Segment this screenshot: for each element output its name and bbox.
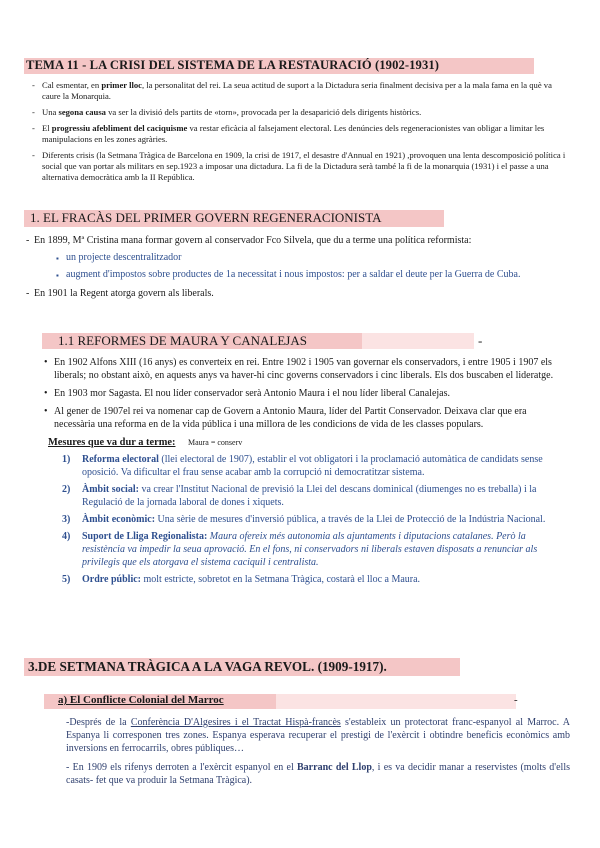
place-name: Barranc del Llop bbox=[297, 762, 372, 773]
section2-body bbox=[40, 356, 570, 590]
section2-heading-dash: - bbox=[478, 333, 483, 348]
measure-text: Maura ofereix més autonomia als ajuntaments i diputacions catalanes. Però la resistència va impedir la seua aprovació. En el fons, ni conservadors ni liberals estaven disposats a renunciar als privilegis que els atorgava el sistema caciquil i centralista. bbox=[82, 531, 538, 568]
section2-heading-text: 1.1 REFORMES DE MAURA Y CANALEJAS bbox=[58, 333, 307, 348]
measure-lead: Suport de Lliga Regionalista: bbox=[82, 531, 208, 542]
measure-lead: Àmbit econòmic: bbox=[82, 514, 156, 525]
measure-text: va crear l'Institut Nacional de previsió la Llei del descans dominical (diumenges no es treballa) i la Regulació de la jornada laboral de dones i xiquets. bbox=[82, 484, 537, 508]
section2-bullet: • Al gener de 1907el rei va nomenar cap de Govern a Antonio Maura, líder del Partit Conservador. Deixava clar que era necessària una reforma en de la vida pública i una millora de les condicions de vida de les classes populars. bbox=[40, 405, 570, 431]
intro-item: - Cal esmentar, en primer lloc, la personalitat del rei. La seua actitud de suport a la Dictadura seria finalment decisiva per a la mala fama en la què va caure la Monarquia. bbox=[30, 80, 570, 102]
section3-sub-highlight-light bbox=[276, 694, 516, 709]
measure-text: molt estricte, sobretot en la Setmana Tràgica, costarà el lloc a Maura. bbox=[140, 574, 421, 585]
section3-heading: 3.DE SETMANA TRÀGICA A LA VAGA REVOL. (1909-1917). bbox=[28, 659, 387, 674]
measure-number: 5) bbox=[62, 574, 71, 585]
section1-paragraph: - En 1899, Mª Cristina mana formar govern al conservador Fco Silvela, que du a terme una política reformista: bbox=[26, 234, 576, 247]
section1-body bbox=[26, 234, 576, 300]
measure-lead: Àmbit social: bbox=[82, 484, 139, 495]
section2-bullet: • En 1903 mor Sagasta. El nou líder conservador serà Antonio Maura i el nou líder liberal Canalejas. bbox=[40, 387, 570, 400]
measure-item bbox=[62, 453, 570, 479]
section3-paragraph bbox=[66, 716, 570, 755]
measure-number: 3) bbox=[62, 514, 71, 525]
measure-item bbox=[62, 573, 570, 586]
intro-item: - El progressiu afebliment del caciquisme va restar eficàcia al falsejament electoral. Les denúncies dels regeneracionistes van obligar a limitar les manipulacions en les zones agràries. bbox=[30, 123, 570, 145]
section3-subheading-dash: - bbox=[514, 694, 518, 706]
section3-body bbox=[66, 716, 570, 793]
text: , i es va decidir manar a reservistes (molts d'ells casats- fet que va produir la Setmana Tràgica). bbox=[66, 762, 570, 786]
section2-highlight-light bbox=[362, 333, 474, 349]
section3-paragraph bbox=[66, 761, 570, 787]
section3-subheading-text: a) El Conflicte Colonial del Marroc bbox=[58, 694, 224, 706]
treaty-link: Conferència D'Algesires i el Tractat Hispà-francès bbox=[130, 717, 341, 728]
measure-item bbox=[62, 513, 570, 526]
measure-item bbox=[62, 483, 570, 509]
measures-list bbox=[40, 453, 570, 586]
text: - En 1909 els rifenys derroten a l'exèrcit espanyol en el bbox=[66, 762, 298, 773]
measures-label: Mesures que va dur a terme: bbox=[48, 437, 176, 448]
measures-note: Maura = conserv bbox=[187, 438, 243, 447]
measure-text: Una sèrie de mesures d'inversió pública, a través de la Llei de Protecció de la Indústria Nacional. bbox=[155, 514, 546, 525]
intro-list bbox=[30, 80, 570, 188]
page-title: TEMA 11 - LA CRISI DEL SISTEMA DE LA RESTAURACIÓ (1902-1931) bbox=[26, 58, 440, 72]
section2-heading bbox=[58, 333, 483, 349]
measure-lead: Reforma electoral bbox=[82, 454, 159, 465]
measure-number: 4) bbox=[62, 531, 71, 542]
intro-item: - Una segona causa va ser la divisió dels partits de «torn», provocada per la desaparició dels dirigents històrics. bbox=[30, 107, 570, 118]
measure-number: 2) bbox=[62, 484, 71, 495]
section1-subitem: ▪ un projecte descentralitzador bbox=[26, 251, 576, 264]
section1-subitem: ▪ augment d'impostos sobre productes de 1a necessitat i nous impostos: per a saldar el deute per la Guerra de Cuba. bbox=[26, 268, 576, 281]
text: -Després de la bbox=[66, 717, 131, 728]
measure-item bbox=[62, 530, 570, 569]
section1-heading: 1. EL FRACÀS DEL PRIMER GOVERN REGENERACIONISTA bbox=[30, 210, 382, 225]
section1-paragraph: - En 1901 la Regent atorga govern als liberals. bbox=[26, 287, 576, 300]
measures-heading bbox=[40, 436, 570, 449]
measure-lead: Ordre públic: bbox=[82, 574, 141, 585]
section3-subheading bbox=[58, 694, 518, 706]
measure-text: (llei electoral de 1907), establir el vot obligatori i la proclamació automàtica de candidats sense oposició. Va dificultar el frau sense acabar amb la corrupció ni democratitzar sistema. bbox=[82, 454, 543, 478]
text: s'estableix un protectorat franc-espanyol al Marroc. A Espanya li corresponen tres zones. Espanya esperava recuperar el prestigi de l'exèrcit i obtindre beneficis econòmics amb inversions en ferrocarrils, obres públiques… bbox=[66, 717, 570, 754]
measure-number: 1) bbox=[62, 454, 71, 465]
section2-bullet: • En 1902 Alfons XIII (16 anys) es converteix en rei. Entre 1902 i 1905 van governar els conservadors, i entre 1905 i 1907 els liberals; no obstant això, en aquests anys va haver-hi cinc governs conservadors i cinc liberals. Els dos buscaben el lideratge. bbox=[40, 356, 570, 382]
intro-item: - Diferents crisis (la Setmana Tràgica de Barcelona en 1909, la crisi de 1917, el desastre d'Annual en 1921) ,provoquen una lenta descomposició política i social que van portar als militars en sep.1923 a imposar una dictadura. La fi de la Dictadura serà també la fi de la monarquia (1931) i el passe a una alternativa democràtica amb la II República. bbox=[30, 150, 570, 183]
